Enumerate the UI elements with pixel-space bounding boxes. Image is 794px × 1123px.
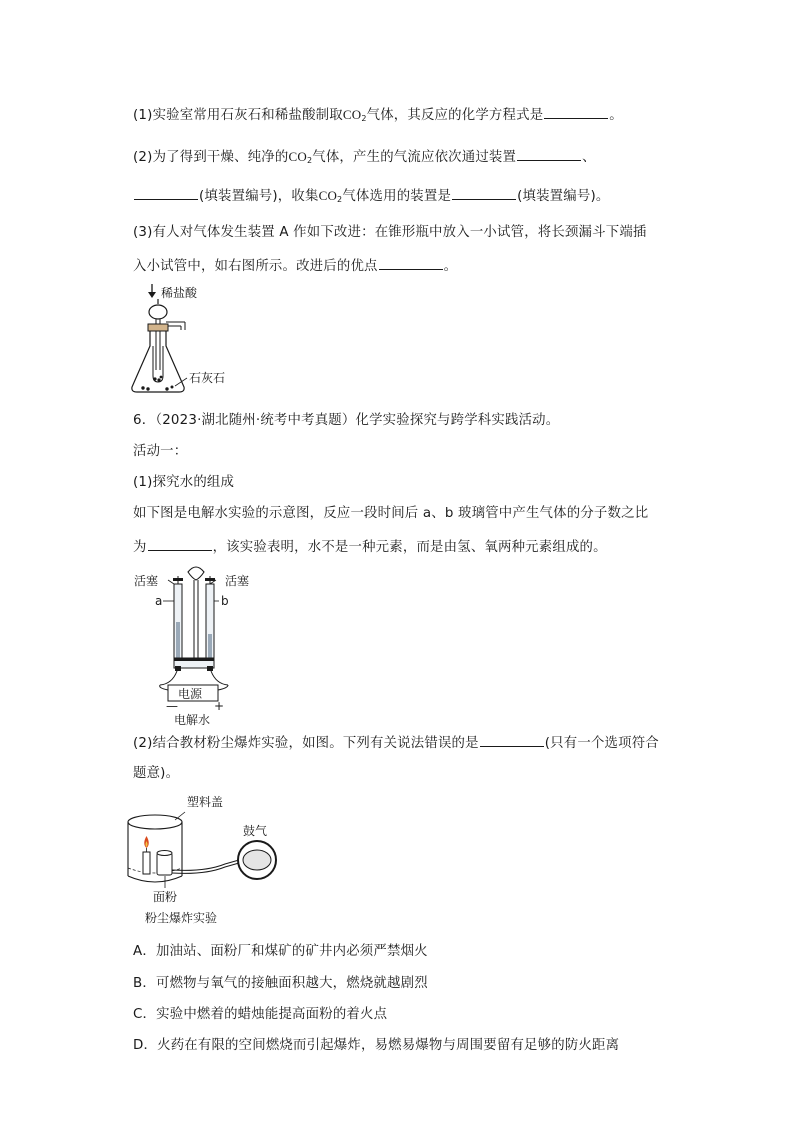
lid-label: 塑料盖	[187, 795, 224, 809]
flour-label: 面粉	[153, 890, 178, 904]
q6-part1-title: (1)探究水的组成	[133, 475, 235, 490]
q6-part2-line2: 题意)。	[133, 766, 180, 781]
q5-part1: (1)实验室常用石灰石和稀盐酸制取$CO_2$气体，其反应的化学方程式是 。	[133, 107, 623, 123]
dust-explosion-figure	[125, 790, 295, 932]
q6-title: 6．（2023·湖北随州·统考中考真题）化学实验探究与跨学科实践活动。	[133, 413, 560, 428]
air-blow-label: 鼓气	[243, 824, 268, 838]
dust-explosion-caption: 粉尘爆炸实验	[145, 911, 218, 925]
acid-label: 稀盐酸	[161, 286, 198, 300]
answer-blank[interactable]	[379, 256, 443, 270]
tube-b-label: b	[221, 594, 229, 608]
answer-blank[interactable]	[134, 186, 198, 200]
valve-right-label: 活塞	[225, 574, 250, 588]
q5-part2-line1: (2)为了得到干燥、纯净的$CO_2$气体，产生的气流应依次通过装置 、	[133, 149, 596, 165]
q6-part1-line2: 为 ，该实验表明，水不是一种元素，而是由氢、氧两种元素组成的。	[133, 537, 607, 557]
option-c[interactable]: C．实验中燃着的蜡烛能提高面粉的着火点	[133, 1007, 388, 1022]
q5-part3-line1: (3)有人对气体发生装置 A 作如下改进：在锥形瓶中放入一小试管，将长颈漏斗下端插	[133, 225, 647, 240]
activity-heading: 活动一：	[133, 444, 188, 459]
answer-blank[interactable]	[480, 733, 544, 747]
q6-part2-line1: (2)结合教材粉尘爆炸实验，如图。下列有关说法错误的是 (只有一个选项符合	[133, 733, 659, 753]
q6-part1-line1: 如下图是电解水实验的示意图，反应一段时间后 a、b 玻璃管中产生气体的分子数之比	[133, 506, 649, 521]
plus-sign: +	[214, 699, 225, 713]
q5-part2-line2: (填装置编号)，收集$CO_2$气体选用的装置是 (填装置编号)。	[133, 186, 609, 206]
power-label: 电源	[178, 687, 203, 701]
limestone-label: 石灰石	[189, 371, 226, 385]
electrolysis-caption: 电解水	[174, 713, 211, 727]
option-a[interactable]: A．加油站、面粉厂和煤矿的矿井内必须严禁烟火	[133, 944, 428, 959]
answer-blank[interactable]	[544, 105, 608, 119]
answer-blank[interactable]	[148, 537, 212, 551]
tube-a-label: a	[155, 594, 163, 608]
gas-generator-figure	[125, 282, 255, 400]
minus-sign: —	[166, 699, 178, 713]
option-d[interactable]: D．火药在有限的空间燃烧而引起爆炸，易燃易爆物与周围要留有足够的防火距离	[133, 1038, 620, 1053]
answer-blank[interactable]	[452, 186, 516, 200]
valve-left-label: 活塞	[134, 574, 159, 588]
q5-part3-line2: 入小试管中，如右图所示。改进后的优点 。	[133, 256, 457, 276]
option-b[interactable]: B．可燃物与氧气的接触面积越大，燃烧就越剧烈	[133, 976, 428, 991]
electrolysis-figure	[130, 560, 270, 728]
answer-blank[interactable]	[517, 147, 581, 161]
